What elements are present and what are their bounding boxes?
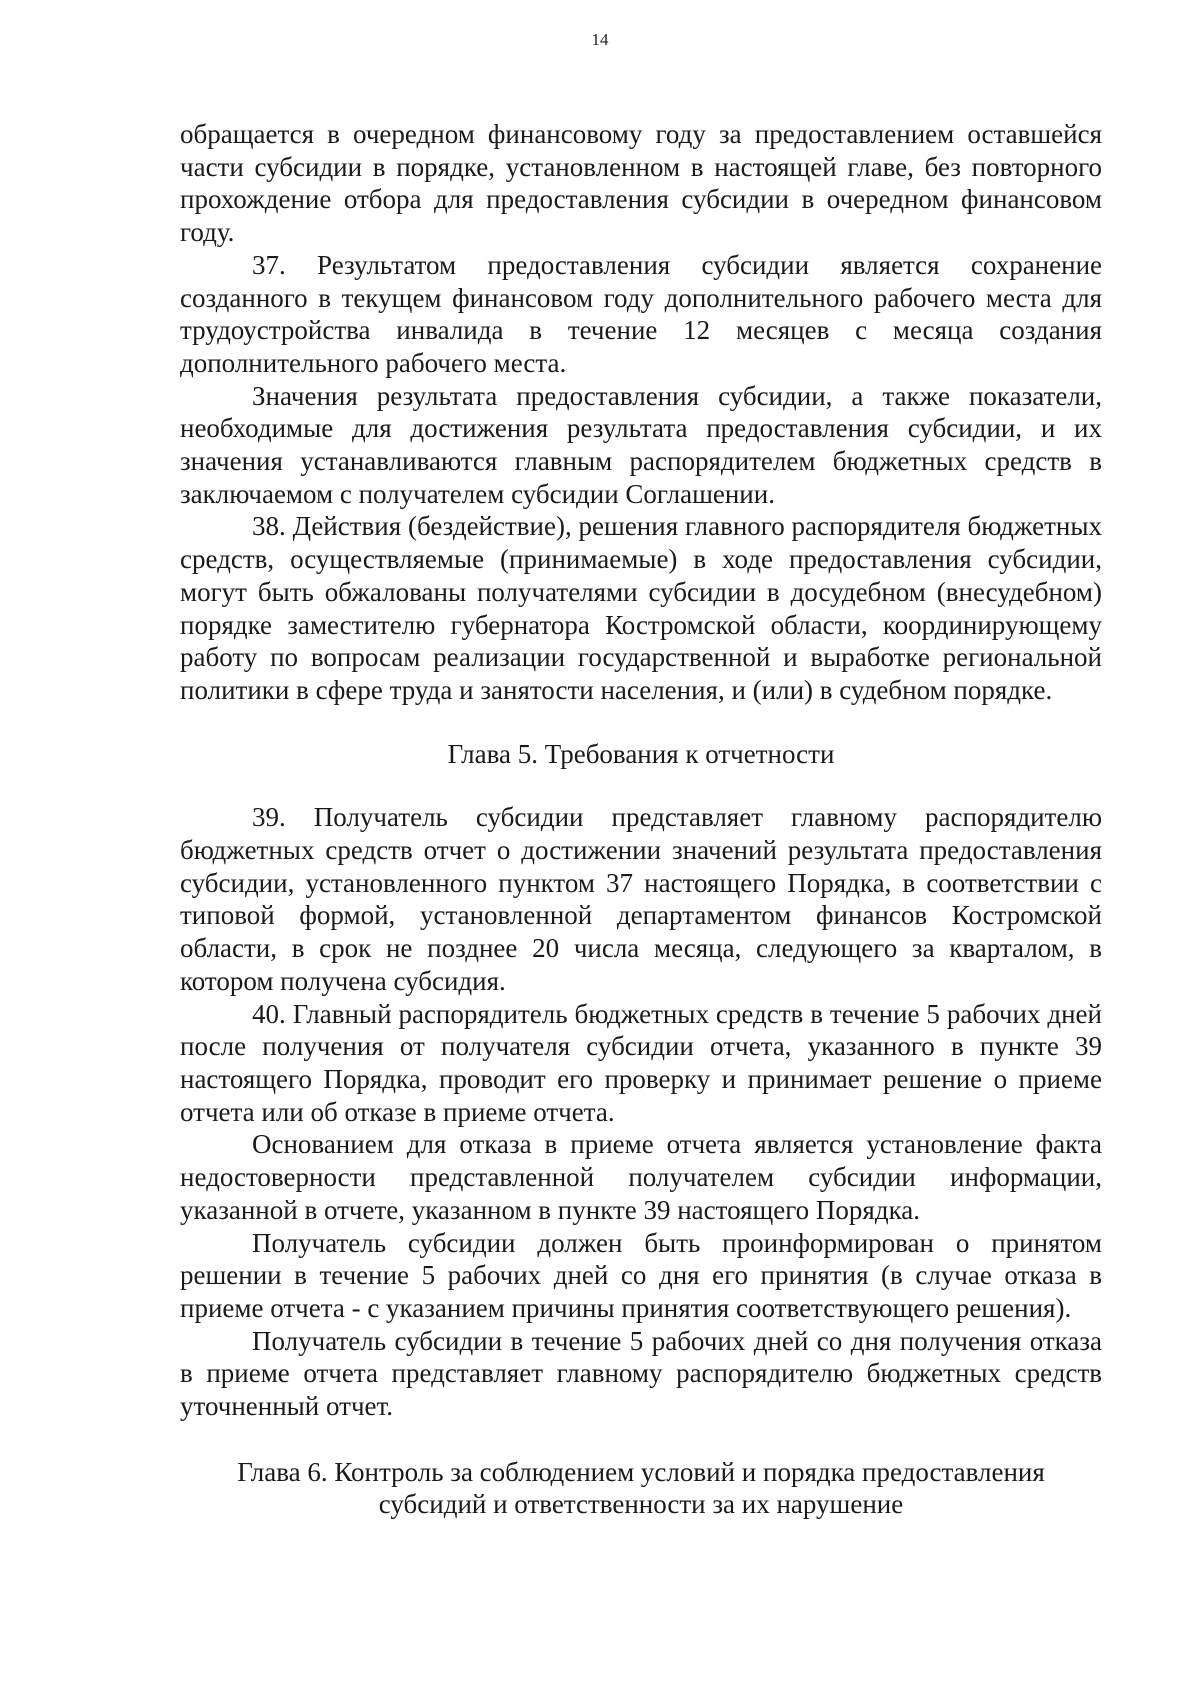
paragraph-39: 39. Получатель субсидии представляет главному распорядителю бюджетных средств отчет о достижении значений результата предоставления субсидии, установленного пунктом 37 настоящего Порядка, в соответствии с типовой формой, установленной департаментом финансов Костромской области, в срок не позднее 20 числа месяца, следующего за кварталом, в котором получена субсидия. — [180, 802, 1102, 996]
paragraph-38: 38. Действия (бездействие), решения главного распорядителя бюджетных средств, осуществляемые (принимаемые) в ходе предоставления субсидии, могут быть обжалованы получателями субсидии в досудебном (внесудебном) порядке заместителю губернатора Костромской области, координирующему работу по вопросам реализации государственной и выработке региональной политики в сфере труда и занятости населения, и (или) в судебном порядке. — [180, 511, 1102, 705]
chapter-5-heading: Глава 5. Требования к отчетности — [447, 738, 835, 769]
chapter-6-heading-line-2: субсидий и ответственности за их нарушение — [378, 1489, 904, 1520]
chapter-6-heading — [180, 1456, 1102, 1521]
paragraph-notification: Получатель субсидии должен быть проинформирован о принятом решении в течение 5 рабочих дней со дня его принятия (в случае отказа в приеме отчета - с указанием причины принятия соответствующего решения). — [180, 1227, 1102, 1323]
document-body — [180, 118, 1102, 1521]
paragraph-37: 37. Результатом предоставления субсидии является сохранение созданного в текущем финансовом году дополнительного рабочего места для трудоустройства инвалида в течение 12 месяцев с месяца создания дополнительного рабочего места. — [180, 249, 1102, 378]
paragraph-corrected-report: Получатель субсидии в течение 5 рабочих дней со дня получения отказа в приеме отчета представляет главному распорядителю бюджетных средств уточненный отчет. — [180, 1325, 1102, 1422]
paragraph-40: 40. Главный распорядитель бюджетных средств в течение 5 рабочих дней после получения от получателя субсидии отчета, указанного в пункте 39 настоящего Порядка, проводит его проверку и принимает решение о приеме отчета или об отказе в приеме отчета. — [180, 998, 1102, 1127]
paragraph-result-values: Значения результата предоставления субсидии, а также показатели, необходимые для достижения результата предоставления субсидии, и их значения устанавливаются главным распорядителем бюджетных средств в заключаемом с получателем субсидии Соглашении. — [180, 380, 1102, 509]
paragraph-continuation: обращается в очередном финансовому году за предоставлением оставшейся части субсидии в порядке, установленном в настоящей главе, без повторного прохождение отбора для предоставления субсидии в очередном финансовом году. — [180, 119, 1102, 248]
paragraph-refusal-grounds: Основанием для отказа в приеме отчета является установление факта недостоверности представленной получателем субсидии информации, указанной в отчете, указанном в пункте 39 настоящего Порядка. — [180, 1129, 1102, 1225]
chapter-6-heading-line-1: Глава 6. Контроль за соблюдением условий и порядка предоставления — [237, 1456, 1045, 1487]
page-number: 14 — [591, 30, 609, 49]
